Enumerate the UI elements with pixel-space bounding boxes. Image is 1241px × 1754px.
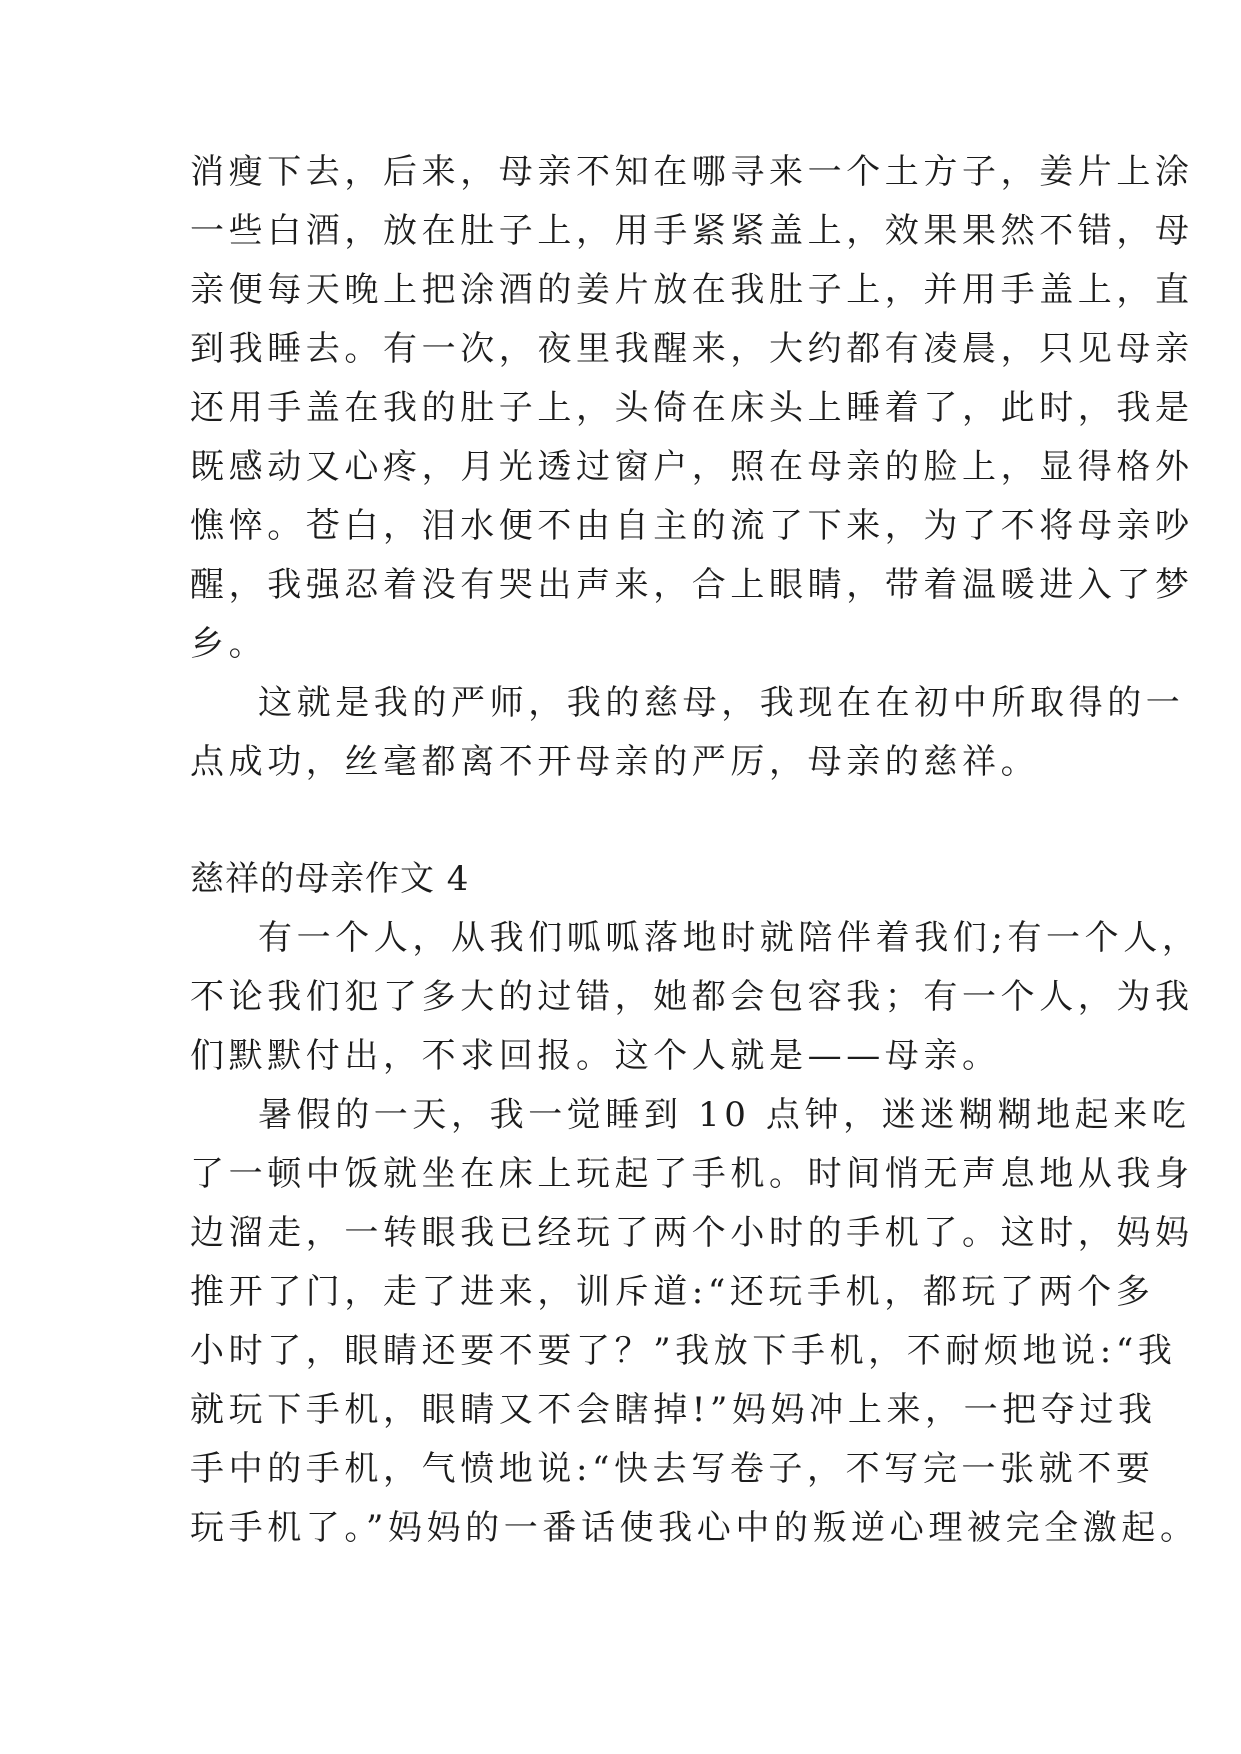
paragraph-3-line-2: 不论我们犯了多大的过错，她都会包容我；有一个人，为我: [190, 977, 1194, 1017]
paragraph-4-line-8: 玩手机了。”妈妈的一番话使我心中的叛逆心理被完全激起。: [190, 1508, 1199, 1548]
paragraph-1-line-5: 还用手盖在我的肚子上，头倚在床头上睡着了，此时，我是: [190, 388, 1194, 428]
paragraph-4-line-2: 了一顿中饭就坐在床上玩起了手机。时间悄无声息地从我身: [190, 1154, 1194, 1194]
paragraph-4-line-4: 推开了门，走了进来，训斥道:“还玩手机，都玩了两个多: [190, 1272, 1155, 1312]
paragraph-1-line-2: 一些白酒，放在肚子上，用手紧紧盖上，效果果然不错，母: [190, 211, 1194, 251]
paragraph-1-line-1: 消瘦下去，后来，母亲不知在哪寻来一个土方子，姜片上涂: [190, 152, 1194, 192]
section-title: 慈祥的母亲作文 4: [190, 859, 470, 899]
paragraph-4-line-5: 小时了，眼睛还要不要了？”我放下手机，不耐烦地说:“我: [190, 1331, 1177, 1371]
paragraph-1-line-6: 既感动又心疼，月光透过窗户，照在母亲的脸上，显得格外: [190, 447, 1194, 487]
paragraph-4-line-6: 就玩下手机，眼睛又不会瞎掉!”妈妈冲上来，一把夺过我: [190, 1390, 1157, 1430]
paragraph-2-line-2: 点成功，丝毫都离不开母亲的严厉，母亲的慈祥。: [190, 742, 1040, 782]
paragraph-1-line-7: 憔悴。苍白，泪水便不由自主的流了下来，为了不将母亲吵: [190, 506, 1194, 546]
paragraph-1-line-8: 醒，我强忍着没有哭出声来，合上眼睛，带着温暖进入了梦: [190, 565, 1194, 605]
paragraph-2-line-1: 这就是我的严师，我的慈母，我现在在初中所取得的一: [258, 683, 1185, 723]
paragraph-1-line-3: 亲便每天晚上把涂酒的姜片放在我肚子上，并用手盖上，直: [190, 270, 1194, 310]
paragraph-4-line-3: 边溜走，一转眼我已经玩了两个小时的手机了。这时，妈妈: [190, 1213, 1194, 1253]
paragraph-1-line-4: 到我睡去。有一次，夜里我醒来，大约都有凌晨，只见母亲: [190, 329, 1194, 369]
paragraph-1-line-9: 乡。: [190, 624, 268, 664]
paragraph-3-line-3: 们默默付出，不求回报。这个人就是——母亲。: [190, 1036, 1001, 1076]
paragraph-4-line-1: 暑假的一天，我一觉睡到 10 点钟，迷迷糊糊地起来吃: [258, 1095, 1191, 1135]
paragraph-3-line-1: 有一个人，从我们呱呱落地时就陪伴着我们;有一个人，: [258, 918, 1201, 958]
paragraph-4-line-7: 手中的手机，气愤地说:“快去写卷子，不写完一张就不要: [190, 1449, 1155, 1489]
